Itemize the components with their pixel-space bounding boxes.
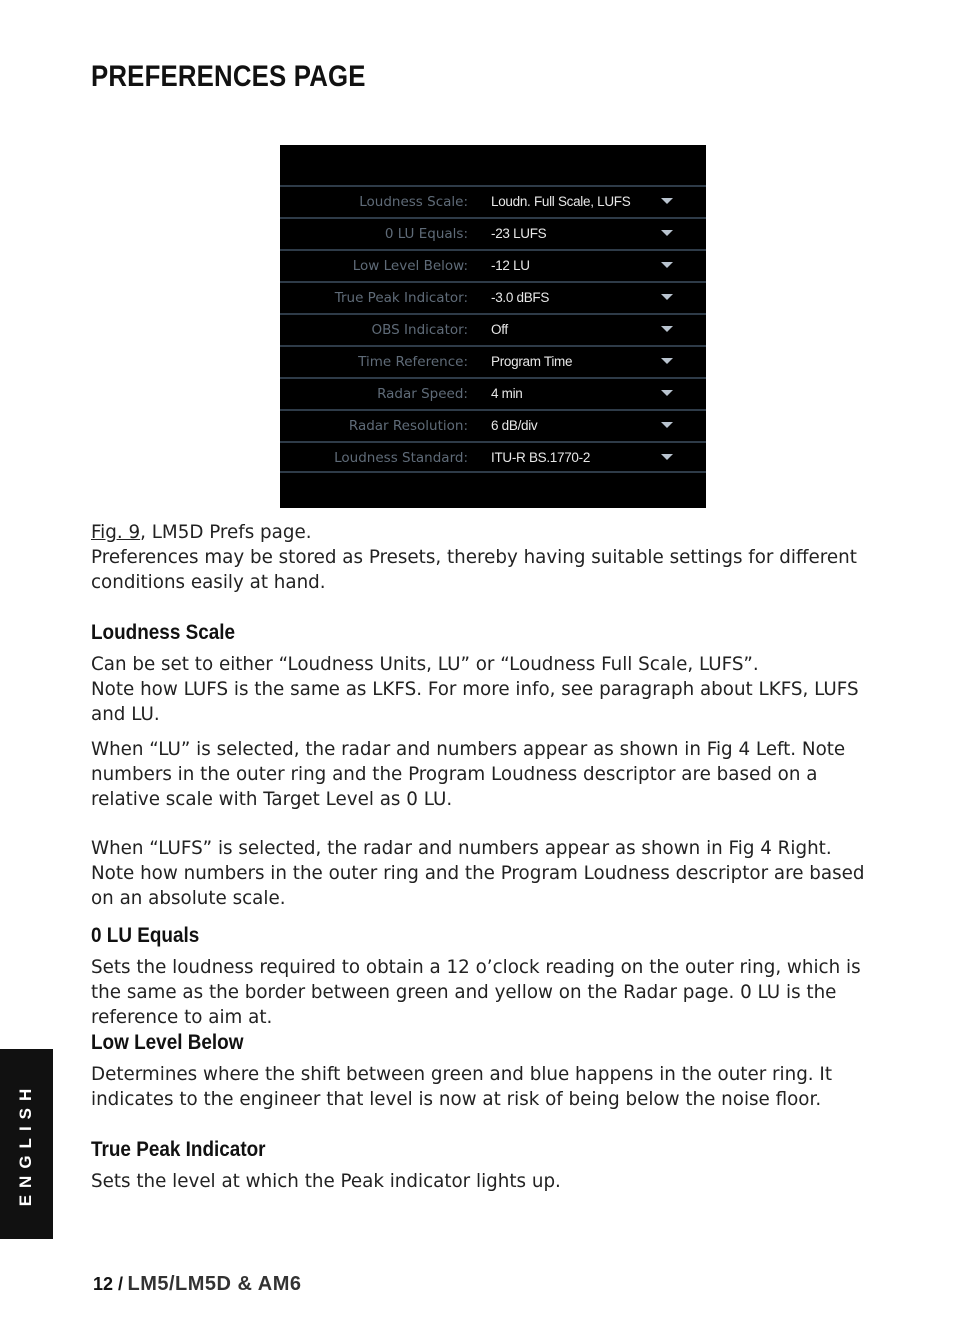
pref-label: 0 LU Equals: bbox=[384, 226, 468, 242]
language-side-tab bbox=[0, 1049, 53, 1239]
pref-label: True Peak Indicator: bbox=[334, 290, 468, 306]
section-heading-loudness-scale: Loudness Scale bbox=[91, 620, 236, 644]
pref-value[interactable]: -3.0 dBFS bbox=[491, 290, 550, 305]
section-heading-low-level-below: Low Level Below bbox=[91, 1030, 244, 1054]
dropdown-arrow-icon[interactable] bbox=[661, 454, 673, 460]
language-label: ENGLISH bbox=[16, 1081, 35, 1207]
pref-row-loudness-scale[interactable] bbox=[280, 185, 706, 217]
dropdown-arrow-icon[interactable] bbox=[661, 358, 673, 364]
section-heading-0-lu-equals: 0 LU Equals bbox=[91, 923, 200, 947]
pref-value[interactable]: Off bbox=[491, 322, 508, 337]
caption-text: , LM5D Prefs page. bbox=[140, 522, 312, 543]
dropdown-arrow-icon[interactable] bbox=[661, 422, 673, 428]
pref-row-time-reference[interactable] bbox=[280, 345, 706, 377]
paragraph: Sets the loudness required to obtain a 12 o’clock reading on the outer ring, which is the same as the border between green and yellow on the Radar page. 0 LU is the reference to aim at. bbox=[91, 957, 861, 1028]
pref-value[interactable]: 4 min bbox=[491, 386, 523, 401]
figure-caption bbox=[91, 520, 871, 545]
page-number: 12 / bbox=[93, 1274, 124, 1294]
pref-value[interactable]: Program Time bbox=[491, 354, 573, 369]
pref-label: OBS Indicator: bbox=[371, 322, 468, 338]
pref-row-low-level-below[interactable] bbox=[280, 249, 706, 281]
pref-row-true-peak-indicator[interactable] bbox=[280, 281, 706, 313]
footer-product-title: LM5/LM5D & AM6 bbox=[127, 1273, 302, 1295]
intro-paragraph: Preferences may be stored as Presets, thereby having suitable settings for different conditions easily at hand. bbox=[91, 547, 857, 593]
pref-label: Radar Resolution: bbox=[348, 418, 468, 434]
paragraph: Sets the level at which the Peak indicator lights up. bbox=[91, 1171, 561, 1192]
dropdown-arrow-icon[interactable] bbox=[661, 390, 673, 396]
pref-value[interactable]: -12 LU bbox=[491, 258, 530, 273]
page-title: PREFERENCES PAGE bbox=[91, 60, 366, 93]
dropdown-arrow-icon[interactable] bbox=[661, 230, 673, 236]
pref-value[interactable]: -23 LUFS bbox=[491, 226, 547, 241]
pref-value[interactable]: 6 dB/div bbox=[491, 418, 538, 433]
dropdown-arrow-icon[interactable] bbox=[661, 294, 673, 300]
section-heading-true-peak-indicator: True Peak Indicator bbox=[91, 1137, 266, 1161]
prefs-screenshot bbox=[280, 145, 706, 508]
figure-reference-link[interactable]: Fig. 9 bbox=[91, 522, 141, 543]
dropdown-arrow-icon[interactable] bbox=[661, 326, 673, 332]
pref-value[interactable]: ITU-R BS.1770-2 bbox=[491, 450, 591, 465]
paragraph: Determines where the shift between green and blue happens in the outer ring. It indicates to the engineer that level is now at risk of being below the noise floor. bbox=[91, 1064, 832, 1110]
pref-label: Time Reference: bbox=[358, 354, 468, 370]
pref-label: Radar Speed: bbox=[377, 386, 468, 402]
paragraph: Note how LUFS is the same as LKFS. For more info, see paragraph about LKFS, LUFS and LU. bbox=[91, 679, 859, 725]
pref-row-0-lu-equals[interactable] bbox=[280, 217, 706, 249]
paragraph: When “LUFS” is selected, the radar and numbers appear as shown in Fig 4 Right. Note how numbers in the outer ring and the Program Loudness descriptor are based on an absolute scale. bbox=[91, 838, 865, 909]
pref-row-radar-resolution[interactable] bbox=[280, 409, 706, 441]
pref-row-obs-indicator[interactable] bbox=[280, 313, 706, 345]
pref-row-loudness-standard[interactable] bbox=[280, 441, 706, 473]
pref-label: Loudness Scale: bbox=[359, 194, 468, 210]
paragraph: Can be set to either “Loudness Units, LU” or “Loudness Full Scale, LUFS”. bbox=[91, 654, 759, 675]
dropdown-arrow-icon[interactable] bbox=[661, 262, 673, 268]
prefs-list bbox=[280, 185, 706, 473]
paragraph: When “LU” is selected, the radar and numbers appear as shown in Fig 4 Left. Note numbers in the outer ring and the Program Loudness descriptor are based on a relative scale with Target Level as 0 LU. bbox=[91, 739, 846, 810]
pref-row-radar-speed[interactable] bbox=[280, 377, 706, 409]
pref-label: Loudness Standard: bbox=[334, 450, 468, 466]
page-footer bbox=[93, 1273, 302, 1296]
dropdown-arrow-icon[interactable] bbox=[661, 198, 673, 204]
pref-label: Low Level Below: bbox=[352, 258, 468, 274]
pref-value[interactable]: Loudn. Full Scale, LUFS bbox=[491, 194, 631, 209]
